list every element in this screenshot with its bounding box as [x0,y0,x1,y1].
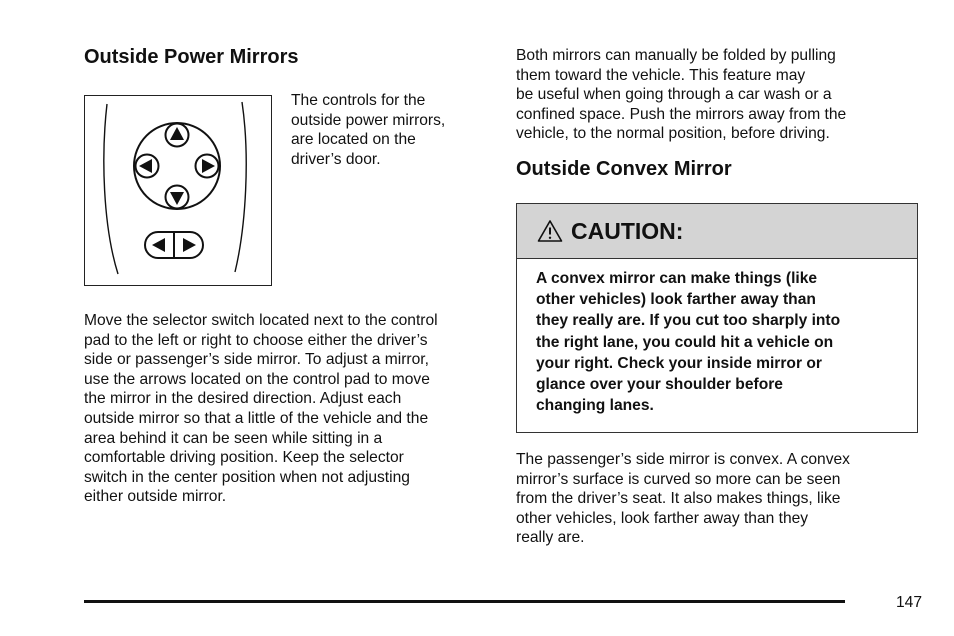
warning-triangle-icon [537,219,563,243]
door-panel-right-curve [235,102,246,272]
section-heading-outside-power-mirrors: Outside Power Mirrors [84,46,299,68]
figure-caption: The controls for the outside power mirrors, are located on the driver’s door. [291,92,446,168]
door-panel-left-curve [104,104,118,274]
section-heading-outside-convex-mirror: Outside Convex Mirror [516,158,732,180]
footer-rule [84,600,845,603]
arrow-left-icon [136,155,159,178]
mirror-control-illustration [84,95,272,286]
arrow-down-icon [166,186,189,209]
caution-header [517,204,917,259]
caution-title: CAUTION: [571,218,684,244]
folding-mirrors-paragraph: Both mirrors can manually be folded by pulling them toward the vehicle. This feature may be useful when going through a car wash or a confined space. Push the mirrors away from the vehicle, to the normal position, before driving. [516,47,847,143]
caution-box [516,203,918,433]
caution-text: A convex mirror can make things (like other vehicles) look farther away than they really are. If you cut too sharply into the right lane, you could hit a vehicle on your right. Check your inside mirror or glance over your shoulder before changing lanes. [536,270,841,415]
selector-switch-icon [145,232,203,258]
arrow-right-icon [196,155,219,178]
mirror-control-pad-drawing [85,96,270,284]
convex-mirror-paragraph: The passenger’s side mirror is convex. A convex mirror’s surface is curved so more can be seen from the driver’s seat. It also makes things, like other vehicles, look farther away than they really are. [516,451,850,547]
arrow-up-icon [166,124,189,147]
power-mirrors-instructions: Move the selector switch located next to the control pad to the left or right to choose either the driver’s side or passenger’s side mirror. To adjust a mirror, use the arrows located on the control pad to move the mirror in the desired direction. Adjust each outside mirror so that a little of the vehicle and the area behind it can be seen while sitting in a comfortable driving position. Keep the selector switch in the center position when not adjusting either outside mirror. [84,312,438,506]
page-number: 147 [896,594,923,611]
